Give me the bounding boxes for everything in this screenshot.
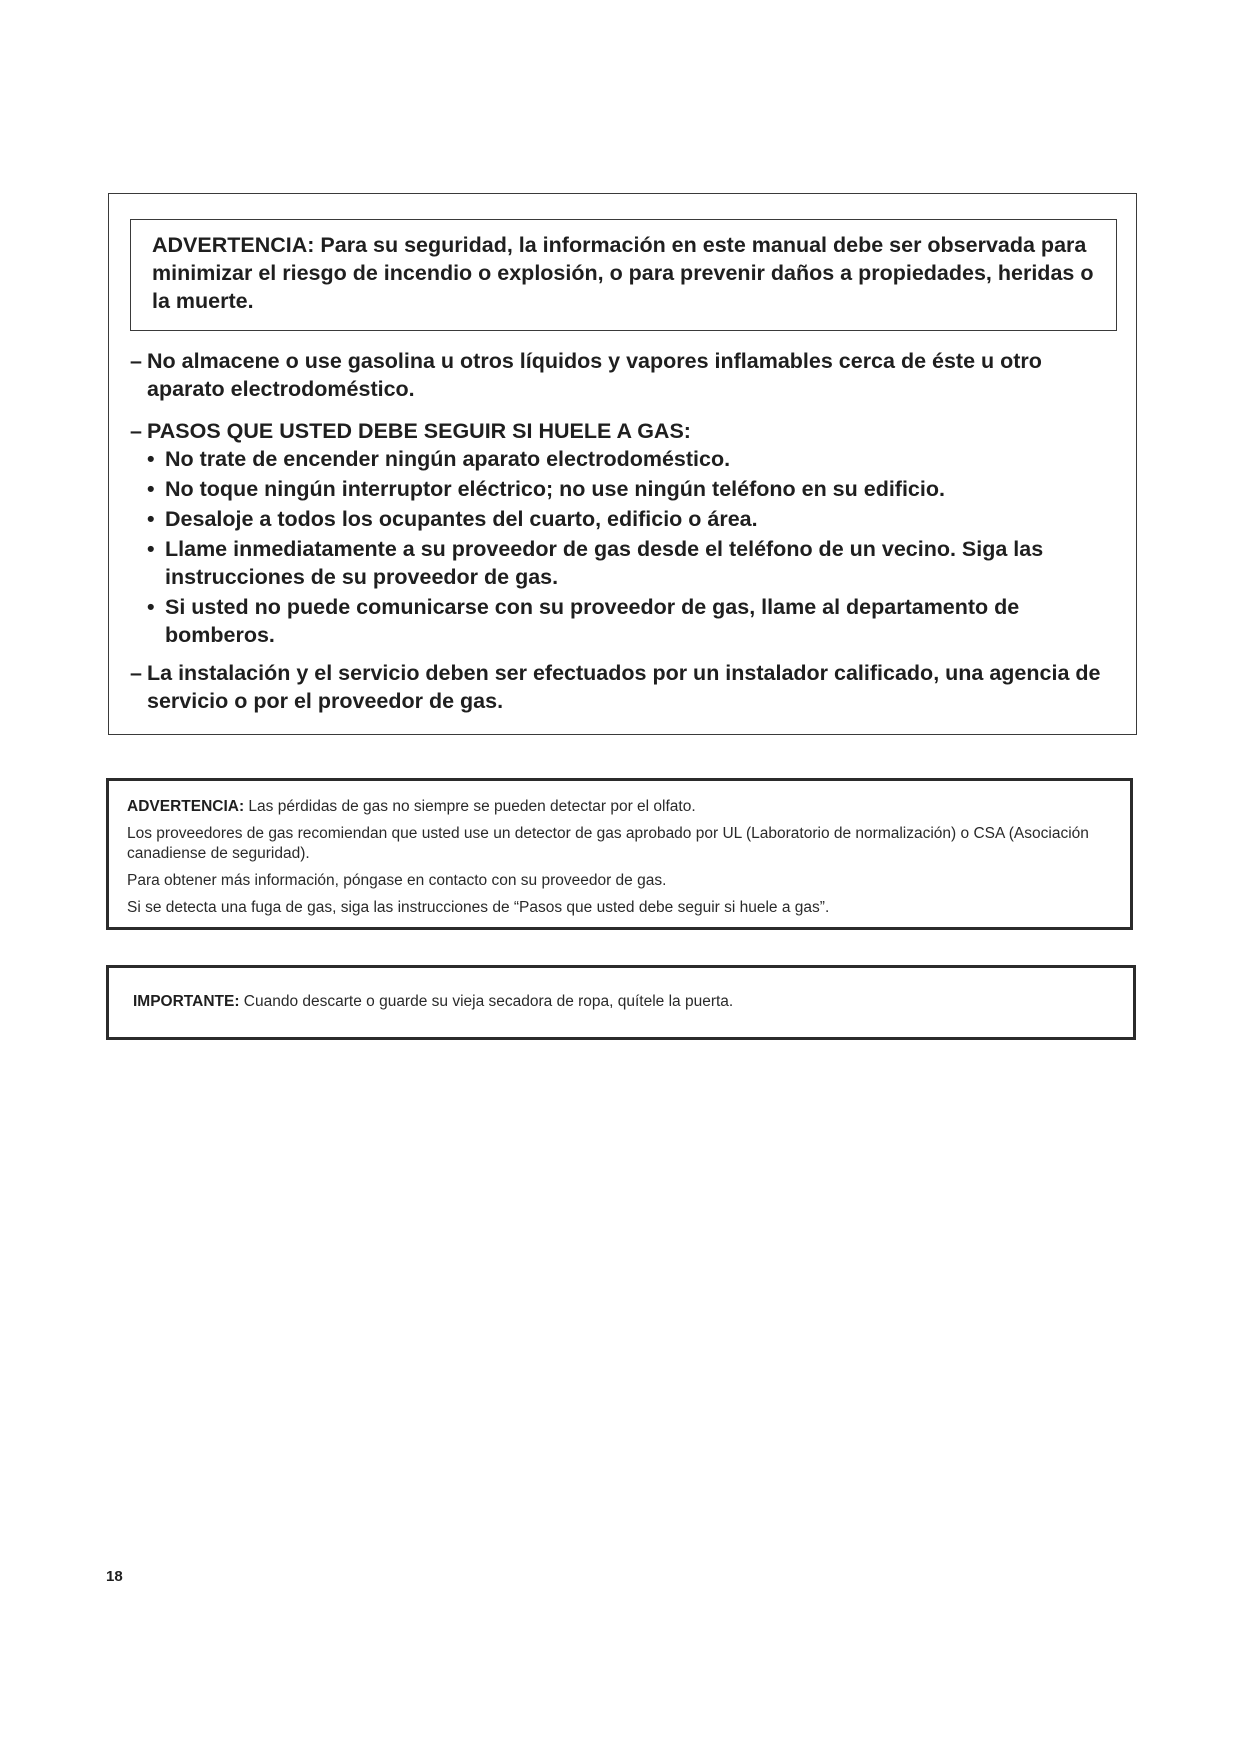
page-number: 18 <box>106 1568 123 1585</box>
warning-item-gasoline <box>130 347 1120 403</box>
list-item <box>147 445 1087 473</box>
gas-warning-line: Si se detecta una fuga de gas, siga las instrucciones de “Pasos que usted debe seguir si huele a gas”. <box>127 899 830 916</box>
important-label: IMPORTANTE: <box>133 993 240 1010</box>
bullet-marker: • <box>147 507 155 531</box>
list-item-text: Si usted no puede comunicarse con su proveedor de gas, llame al departamento de bomberos. <box>165 595 1020 647</box>
list-item <box>147 535 1087 591</box>
list-item-text: Llame inmediatamente a su proveedor de gas desde el teléfono de un vecino. Siga las instrucciones de su proveedor de gas. <box>165 537 1044 589</box>
bullet-marker: • <box>147 477 155 501</box>
list-item-text: No toque ningún interruptor eléctrico; no use ningún teléfono en su edificio. <box>165 477 945 501</box>
list-item-text: No trate de encender ningún aparato electrodoméstico. <box>165 447 731 471</box>
gas-warning-line: Para obtener más información, póngase en contacto con su proveedor de gas. <box>127 872 667 889</box>
list-item <box>147 505 1087 533</box>
gas-warning-text: Las pérdidas de gas no siempre se pueden detectar por el olfato. <box>244 798 696 815</box>
main-warning-heading: ADVERTENCIA: Para su seguridad, la información en este manual debe ser observada para minimizar el riesgo de incendio o explosión, o para prevenir daños a propiedades, heridas o la muerte. <box>130 219 1117 331</box>
gas-steps-list <box>147 445 1087 651</box>
list-item <box>147 593 1087 649</box>
bullet-marker: • <box>147 595 155 619</box>
list-item-text: Desaloje a todos los ocupantes del cuarto, edificio o área. <box>165 507 758 531</box>
dash-marker: – <box>130 349 142 373</box>
bullet-marker: • <box>147 537 155 561</box>
gas-warning-line <box>127 797 1112 817</box>
gas-warning-line: Los proveedores de gas recomiendan que usted use un detector de gas aprobado por UL (Laboratorio de normalización) o CSA (Asociación canadiense de seguridad). <box>127 825 1089 862</box>
bullet-marker: • <box>147 447 155 471</box>
warning-item-text: PASOS QUE USTED DEBE SEGUIR SI HUELE A GAS: <box>147 419 691 443</box>
gas-warning-label: ADVERTENCIA: <box>127 798 245 815</box>
list-item <box>147 475 1087 503</box>
warning-item-gas-steps <box>130 417 1120 445</box>
warning-item-installation <box>130 659 1120 715</box>
gas-leak-warning-panel <box>106 778 1133 930</box>
main-warning-panel <box>108 193 1137 735</box>
important-notice-panel <box>106 965 1136 1040</box>
warning-item-text: La instalación y el servicio deben ser efectuados por un instalador calificado, una agencia de servicio o por el proveedor de gas. <box>147 661 1101 713</box>
dash-marker: – <box>130 661 142 685</box>
important-text: Cuando descarte o guarde su vieja secadora de ropa, quítele la puerta. <box>239 993 734 1010</box>
warning-item-text: No almacene o use gasolina u otros líquidos y vapores inflamables cerca de éste u otro aparato electrodoméstico. <box>147 349 1042 401</box>
dash-marker: – <box>130 419 142 443</box>
